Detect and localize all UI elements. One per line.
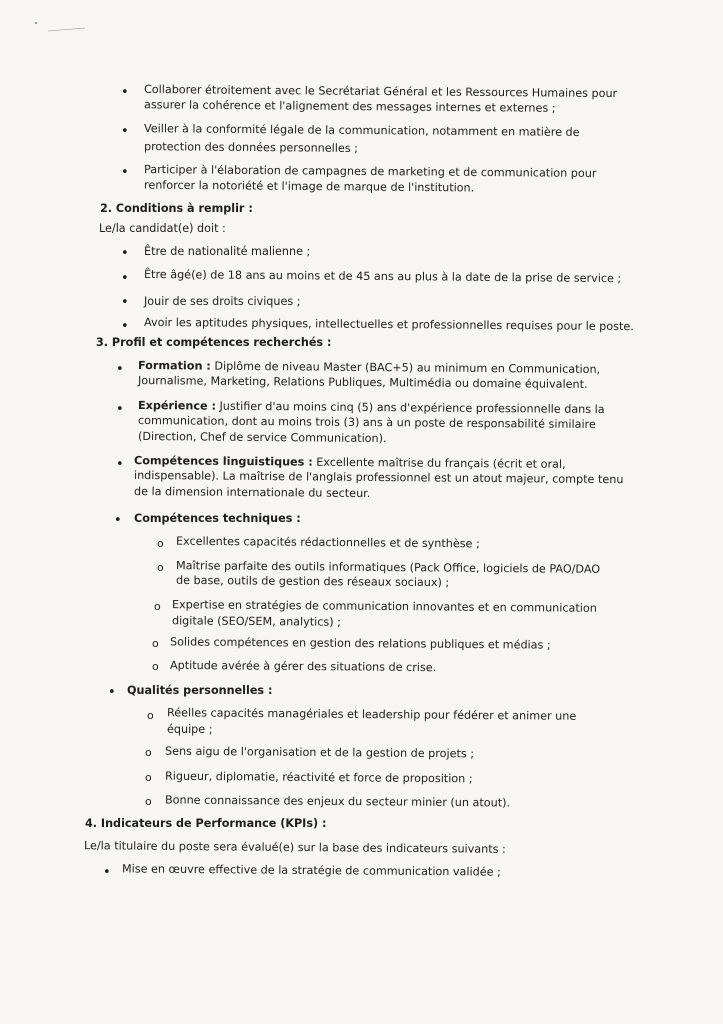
bullet: • bbox=[121, 85, 129, 100]
sub-bullet: o bbox=[145, 746, 152, 759]
scan-mark bbox=[30, 18, 100, 38]
bullet: • bbox=[121, 124, 129, 139]
sub-bullet: o bbox=[154, 600, 161, 613]
formation-text: Diplôme de niveau Master (BAC+5) au minimum en Communication, bbox=[214, 359, 601, 377]
technique-item: Expertise en stratégies de communication innovantes et en communication bbox=[171, 598, 597, 615]
condition-item: Jouir de ses droits civiques ; bbox=[144, 295, 301, 308]
sub-bullet: o bbox=[145, 795, 152, 808]
sub-bullet: o bbox=[152, 660, 159, 673]
bullet: • bbox=[121, 271, 129, 286]
formation-line-2: Journalisme, Marketing, Relations Publiques, Multimédia ou domaine équivalent. bbox=[137, 374, 588, 391]
langues-text: Excellente maîtrise du français (écrit et oral, bbox=[316, 455, 566, 471]
section-2-heading: 2. Conditions à remplir : bbox=[100, 202, 253, 215]
duty-3-line-1: Participer à l'élaboration de campagnes de marketing et de communication pour bbox=[143, 163, 597, 180]
bullet: • bbox=[121, 246, 129, 261]
bullet: • bbox=[116, 402, 124, 417]
experience-label: Expérience : bbox=[137, 398, 217, 413]
bullet: • bbox=[121, 319, 129, 334]
bullet: • bbox=[121, 165, 129, 180]
bullet: • bbox=[103, 865, 111, 880]
section-3-heading: 3. Profil et compétences recherchés : bbox=[96, 336, 332, 349]
duty-2-line-1: Veiller à la conformité légale de la communication, notamment en matière de bbox=[143, 122, 580, 139]
qualites-label: Qualités personnelles : bbox=[127, 684, 273, 697]
langues-label: Compétences linguistiques : bbox=[133, 454, 313, 469]
bullet: • bbox=[108, 685, 116, 700]
condition-item: Être âgé(e) de 18 ans au moins et de 45 ans au plus à la date de la prise de service ; bbox=[143, 267, 622, 286]
experience-line-2: communication, dont au moins trois (3) ans à un poste de responsabilité similaire bbox=[137, 414, 596, 431]
section-4-intro: Le/la titulaire du poste sera évalué(e) sur la base des indicateurs suivants : bbox=[83, 839, 506, 856]
langues-line-3: de la dimension internationale du secteur. bbox=[133, 484, 371, 501]
experience-line-3: (Direction, Chef de service Communication). bbox=[137, 429, 387, 446]
sub-bullet: o bbox=[152, 637, 159, 650]
sub-bullet: o bbox=[157, 537, 164, 550]
technique-item-cont: de base, outils de gestion des réseaux sociaux) ; bbox=[175, 573, 450, 590]
qualite-item: Bonne connaissance des enjeux du secteur minier (un atout). bbox=[164, 793, 511, 810]
sub-bullet: o bbox=[145, 771, 152, 784]
condition-item: Être de nationalité malienne ; bbox=[144, 245, 311, 258]
qualite-item: Rigueur, diplomatie, réactivité et force de proposition ; bbox=[164, 769, 473, 786]
bullet: • bbox=[121, 295, 129, 310]
sub-bullet: o bbox=[147, 709, 154, 722]
qualite-item: Sens aigu de l'organisation et de la gestion de projets ; bbox=[164, 744, 475, 761]
bullet: • bbox=[114, 513, 122, 528]
condition-item: Avoir les aptitudes physiques, intellectuelles et professionnelles requises pour le poste. bbox=[143, 315, 634, 334]
bullet: • bbox=[116, 362, 124, 377]
formation-label: Formation : bbox=[137, 358, 211, 373]
duty-1-line-2: assurer la cohérence et l'alignement des messages internes et externes ; bbox=[143, 98, 556, 115]
technique-item: Maîtrise parfaite des outils informatiques (Pack Office, logiciels de PAO/DAO bbox=[175, 559, 601, 576]
qualite-item: Réelles capacités managériales et leadership pour fédérer et animer une bbox=[166, 706, 577, 723]
duty-2-line-2: protection des données personnelles ; bbox=[143, 140, 358, 155]
duty-1-line-1: Collaborer étroitement avec le Secrétariat Général et les Ressources Humaines pour bbox=[143, 82, 618, 101]
kpi-item: Mise en œuvre effective de la stratégie de communication validée ; bbox=[121, 862, 501, 879]
qualite-item-cont: équipe ; bbox=[167, 723, 213, 736]
sub-bullet: o bbox=[157, 561, 164, 574]
technique-item: Aptitude avérée à gérer des situations de crise. bbox=[169, 658, 437, 675]
technique-item: Excellentes capacités rédactionnelles et de synthèse ; bbox=[175, 534, 480, 551]
technique-item-cont: digitale (SEO/SEM, analytics) ; bbox=[171, 614, 342, 629]
techniques-label: Compétences techniques : bbox=[134, 512, 301, 525]
experience-text: Justifier d'au moins cinq (5) ans d'expérience professionnelle dans la bbox=[219, 399, 605, 417]
langues-line-2: indispensable). La maîtrise de l'anglais professionnel est un atout majeur, compte tenu bbox=[133, 468, 624, 487]
section-4-heading: 4. Indicateurs de Performance (KPIs) : bbox=[85, 817, 327, 830]
section-2-intro: Le/la candidat(e) doit : bbox=[99, 222, 226, 235]
technique-item: Solides compétences en gestion des relations publiques et médias ; bbox=[169, 635, 551, 652]
duty-3-line-2: renforcer la notoriété et l'image de marque de l'institution. bbox=[143, 178, 475, 195]
bullet: • bbox=[116, 457, 124, 472]
